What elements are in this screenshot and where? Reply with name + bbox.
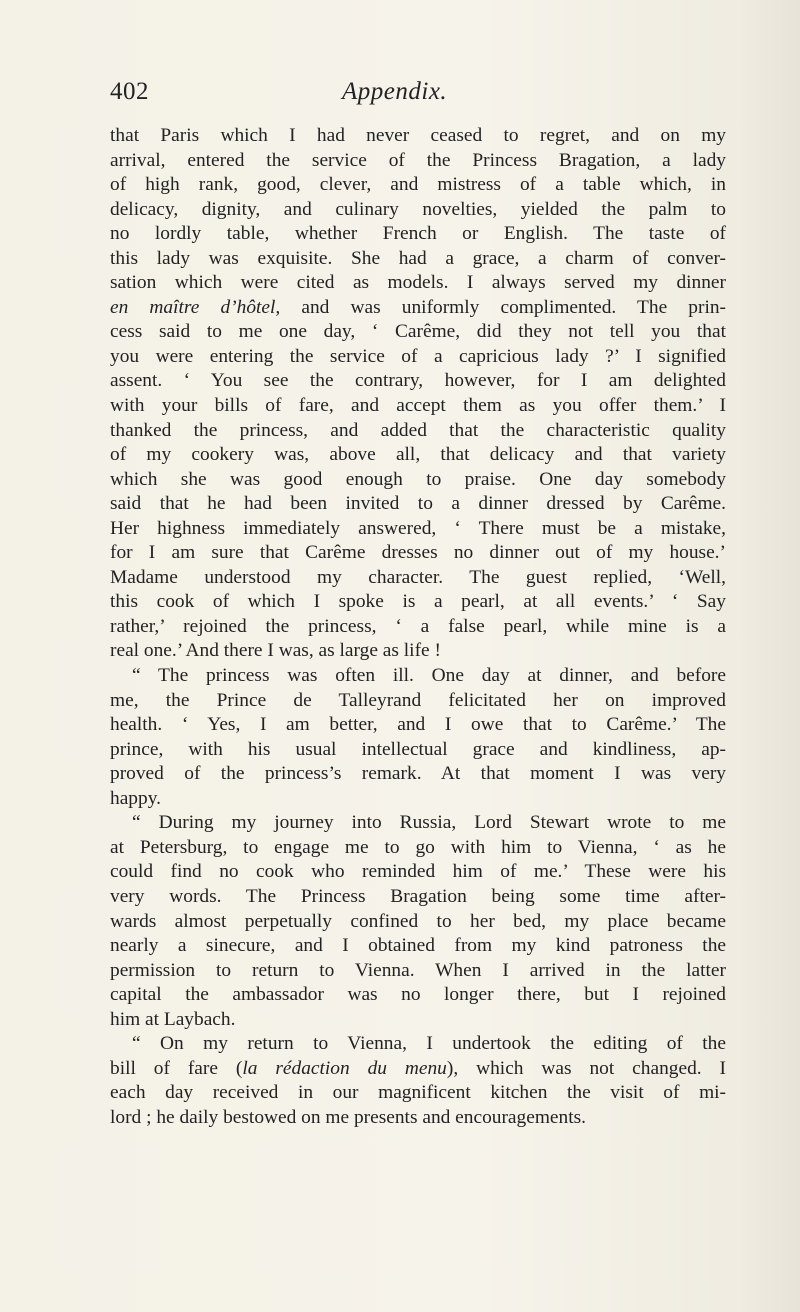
text-line: that Paris which I had never ceased to regret, and on my	[110, 125, 726, 146]
text-line: nearly a sinecure, and I obtained from my kind patroness the	[110, 935, 726, 957]
text-line: very words. The Princess Bragation being some time after-	[110, 885, 726, 907]
text-line: each day received in our magnificent kitchen the visit of mi-	[110, 1082, 726, 1104]
text-line: rather,’ rejoined the princess, ‘ a false pearl, while mine is a	[110, 615, 726, 637]
text-line: Madame understood my character. The guest replied, ‘Well,	[110, 566, 726, 588]
text-line: permission to return to Vienna. When I arrived in the latter	[110, 959, 726, 981]
body-text	[110, 124, 726, 1130]
text-line: no lordly table, whether French or English. The taste of	[110, 223, 726, 245]
text-line: Her highness immediately answered, ‘ There must be a mistake,	[110, 517, 726, 539]
text-line: sation which were cited as models. I always served my dinner	[110, 272, 726, 294]
italic-phrase: en maître d’hôtel,	[110, 296, 281, 318]
text-span: bill of fare (	[110, 1057, 243, 1079]
text-span: ), which was not changed. I	[446, 1057, 726, 1079]
page-header	[110, 78, 730, 118]
text-line: health. ‘ Yes, I am better, and I owe that to Carême.’ The	[110, 714, 726, 736]
text-line: which she was good enough to praise. One day somebody	[110, 468, 726, 490]
text-line: with your bills of fare, and accept them as you offer them.’ I	[110, 395, 726, 417]
text-line: real one.’ And there I was, as large as life !	[110, 640, 441, 662]
running-title: Appendix.	[342, 78, 448, 105]
italic-phrase: la rédaction du menu	[242, 1057, 447, 1079]
text-line: of my cookery was, above all, that delicacy and that variety	[110, 444, 726, 466]
text-line: lord ; he daily bestowed on me presents and encouragements.	[110, 1106, 587, 1128]
text-line: of high rank, good, clever, and mistress of a table which, in	[110, 174, 726, 196]
text-line: arrival, entered the service of the Princess Bragation, a lady	[110, 149, 726, 171]
text-line	[110, 1057, 726, 1082]
text-line: at Petersburg, to engage me to go with him to Vienna, ‘ as he	[110, 836, 726, 858]
text-line: “ The princess was often ill. One day at dinner, and before	[132, 665, 726, 687]
text-line: said that he had been invited to a dinner dressed by Carême.	[110, 493, 726, 515]
text-line: this cook of which I spoke is a pearl, at all events.’ ‘ Say	[110, 591, 726, 613]
text-line: capital the ambassador was no longer there, but I rejoined	[110, 984, 726, 1006]
text-line: this lady was exquisite. She had a grace, a charm of conver-	[110, 247, 726, 269]
text-line: “ On my return to Vienna, I undertook the editing of the	[132, 1033, 726, 1055]
text-line: could find no cook who reminded him of me.’ These were his	[110, 861, 726, 883]
text-line	[110, 296, 726, 321]
text-line: delicacy, dignity, and culinary novelties, yielded the palm to	[110, 198, 726, 220]
text-span: and was uniformly complimented. The prin-	[280, 296, 726, 318]
text-line: thanked the princess, and added that the characteristic quality	[110, 419, 726, 441]
text-line: assent. ‘ You see the contrary, however, for I am delighted	[110, 370, 726, 392]
text-line: him at Laybach.	[110, 1008, 236, 1030]
text-line: you were entering the service of a capricious lady ?’ I signified	[110, 345, 726, 367]
page-edge-shadow	[740, 0, 800, 1312]
text-line: me, the Prince de Talleyrand felicitated her on improved	[110, 689, 726, 711]
text-line: proved of the princess’s remark. At that moment I was very	[110, 763, 726, 785]
text-line: for I am sure that Carême dresses no dinner out of my house.’	[110, 542, 726, 564]
page-number: 402	[110, 78, 149, 105]
text-line: wards almost perpetually confined to her bed, my place became	[110, 910, 726, 932]
text-line: prince, with his usual intellectual grace and kindliness, ap-	[110, 738, 726, 760]
text-line: “ During my journey into Russia, Lord Stewart wrote to me	[132, 812, 726, 834]
text-line: cess said to me one day, ‘ Carême, did they not tell you that	[110, 321, 726, 343]
text-line: happy.	[110, 787, 161, 809]
